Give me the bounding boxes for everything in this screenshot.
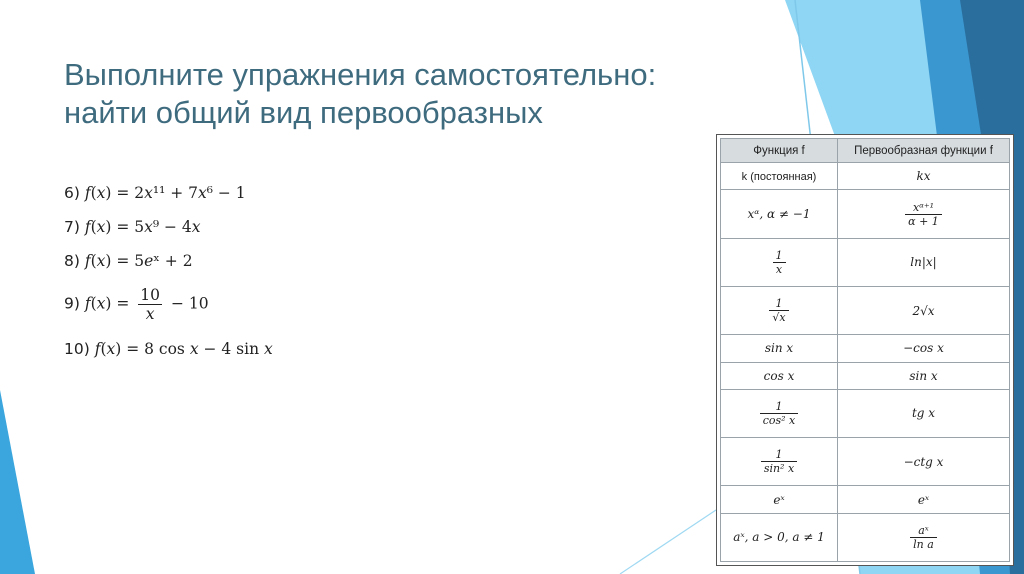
deco-bottom-line <box>620 510 716 574</box>
exercise-6 <box>64 184 246 202</box>
fraction-denominator: 𝑥 <box>145 305 155 323</box>
function-cell: k (постоянная) <box>741 171 817 184</box>
exercise-9 <box>64 286 209 323</box>
function-fraction <box>761 448 797 475</box>
fraction-numerator: aˣ <box>910 524 937 538</box>
fraction-numerator: 1 <box>769 297 788 311</box>
exercise-expression: 𝑓(𝑥) = 8 cos 𝑥 − 4 sin 𝑥 <box>94 340 273 358</box>
fraction-numerator: xᵅ⁺¹ <box>905 201 942 215</box>
table-row <box>721 486 1010 513</box>
header-function: Функция f <box>721 139 838 163</box>
fraction-denominator: x <box>775 262 783 276</box>
fraction-numerator: 10 <box>140 286 161 304</box>
fraction-numerator: 1 <box>761 448 797 462</box>
exercise-8 <box>64 252 193 270</box>
antiderivative-fraction <box>905 201 942 228</box>
fraction-denominator: ln a <box>913 537 934 551</box>
slide-title <box>64 56 724 132</box>
function-cell: eˣ <box>773 492 785 507</box>
fraction-numerator: 1 <box>773 249 786 263</box>
antiderivative-table-grid <box>720 138 1010 562</box>
title-line-2: найти общий вид первообразных <box>64 95 543 130</box>
exercise-7 <box>64 218 201 236</box>
table-header-row <box>721 139 1010 163</box>
table-row <box>721 286 1010 334</box>
fraction-denominator: cos² x <box>762 413 796 427</box>
antiderivative-table <box>716 134 1014 566</box>
antiderivative-cell: sin x <box>909 368 938 383</box>
antiderivative-cell: kx <box>916 169 931 184</box>
fraction-numerator: 1 <box>760 400 799 414</box>
function-cell: sin x <box>764 341 794 356</box>
antiderivative-cell: −cos x <box>903 341 944 356</box>
table-row <box>721 190 1010 238</box>
exercise-expression: 𝑓(𝑥) = 5𝑥⁹ − 4𝑥 <box>84 218 201 236</box>
antiderivative-fraction <box>910 524 937 551</box>
table-row <box>721 335 1010 362</box>
table-row <box>721 163 1010 190</box>
table-row <box>721 513 1010 561</box>
function-cell: aˣ, a > 0, a ≠ 1 <box>733 530 825 545</box>
antiderivative-cell: −ctg x <box>903 454 944 469</box>
title-line-1: Выполните упражнения самостоятельно: <box>64 57 657 92</box>
table-row <box>721 438 1010 486</box>
exercise-number: 7) <box>64 218 80 236</box>
fraction-denominator: sin² x <box>763 462 795 476</box>
exercise-number: 10) <box>64 340 90 358</box>
exercise-expression-left: 𝑓(𝑥) = <box>84 294 130 313</box>
function-fraction <box>773 249 786 276</box>
table-row <box>721 238 1010 286</box>
function-fraction <box>769 297 788 324</box>
exercise-expression-right: − 10 <box>170 294 209 313</box>
antiderivative-cell: 2√x <box>912 303 935 318</box>
antiderivative-cell: ln|x| <box>910 255 937 270</box>
fraction-denominator: α + 1 <box>908 214 939 228</box>
antiderivative-cell: tg x <box>911 406 936 421</box>
exercise-number: 9) <box>64 294 80 313</box>
exercise-fraction <box>138 286 162 323</box>
deco-bottom-left <box>0 390 35 574</box>
exercise-number: 8) <box>64 252 80 270</box>
function-cell: xᵅ, α ≠ −1 <box>747 207 811 222</box>
exercise-10 <box>64 340 273 358</box>
exercise-number: 6) <box>64 184 80 202</box>
antiderivative-cell: eˣ <box>917 492 930 507</box>
header-antiderivative: Первообразная функции f <box>838 139 1010 163</box>
fraction-denominator: √x <box>772 311 786 325</box>
table-row <box>721 389 1010 437</box>
table-row <box>721 362 1010 389</box>
function-cell: cos x <box>763 368 795 383</box>
exercise-expression: 𝑓(𝑥) = 5𝑒ˣ + 2 <box>84 252 193 270</box>
function-fraction <box>760 400 799 427</box>
exercise-expression: 𝑓(𝑥) = 2𝑥¹¹ + 7𝑥⁶ − 1 <box>84 184 246 202</box>
